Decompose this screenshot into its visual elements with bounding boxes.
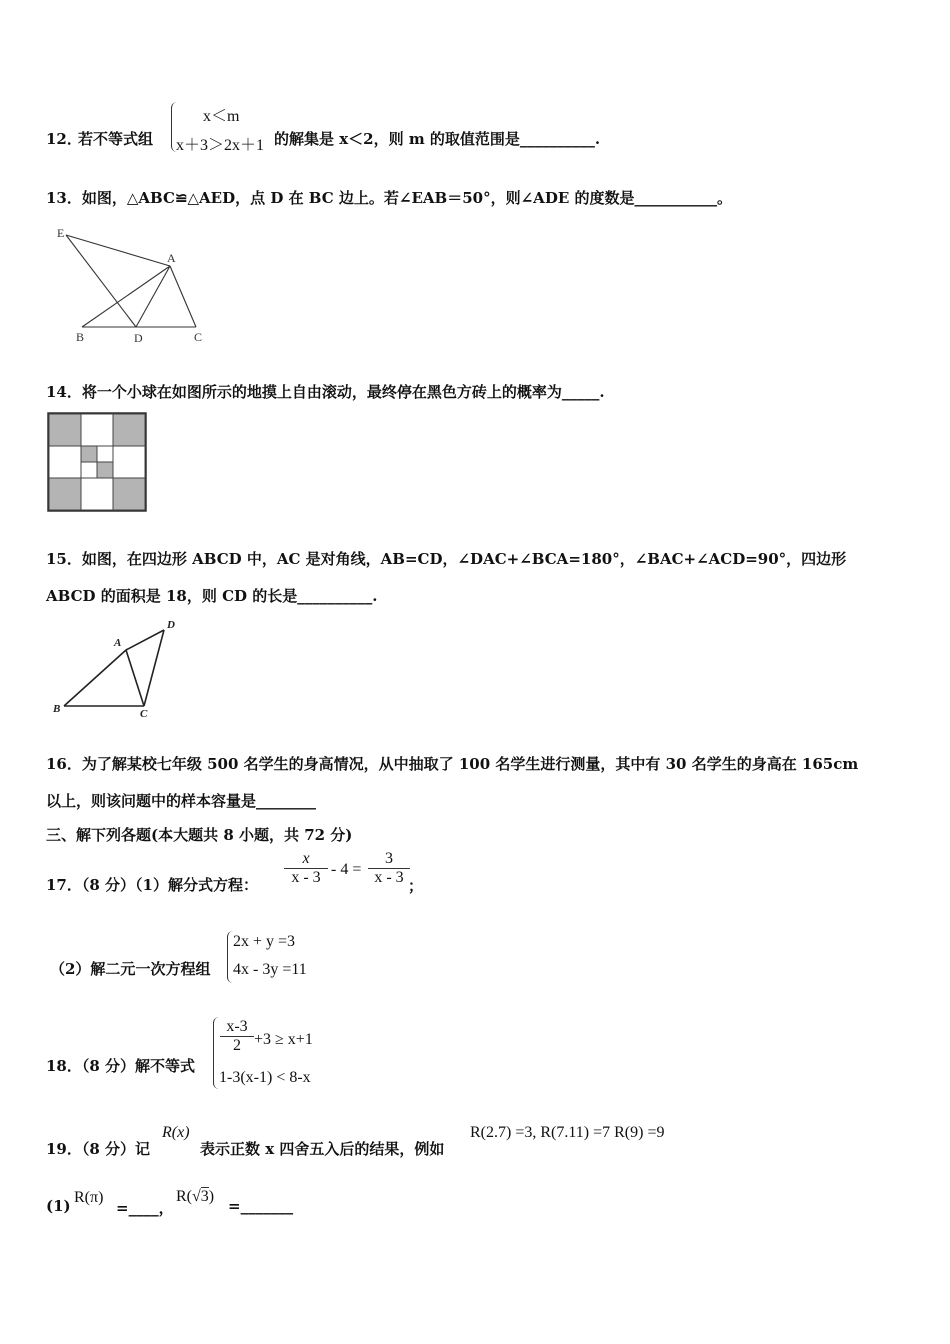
q12-label-post: 的解集是 x＜2，则 m 的取值范围是__________. [274, 130, 601, 148]
q17-part1-end: ； [408, 877, 424, 895]
sqrt-icon: √ [192, 1188, 201, 1205]
q14-light-tile [81, 478, 113, 510]
q14-tile-figure [47, 412, 147, 512]
q14-dark-tile [81, 446, 97, 462]
q15-line1: 15．如图，在四边形 ABCD 中，AC 是对角线，AB=CD，∠DAC+∠BCA=180°，∠BAC+∠ACD=90°，四边形 [46, 550, 847, 568]
q15-label-d: D [167, 619, 175, 631]
q15-label-c: C [140, 708, 148, 720]
q15-quadrilateral-figure [50, 616, 190, 721]
q12-answer-blank[interactable]: __________ [519, 130, 595, 148]
q13-label-b: B [76, 330, 85, 344]
q14-dark-tile [49, 478, 81, 510]
q13-label-e: E [57, 226, 65, 240]
q12-system-line1: x＜m [203, 108, 240, 125]
q14-light-tile [81, 414, 113, 446]
q15-segment-ad [126, 630, 164, 650]
q14-dark-tile [113, 414, 145, 446]
q15-segment-ac [126, 650, 144, 706]
q12-number: 12． [46, 130, 82, 148]
q14-dark-tile [97, 462, 113, 478]
q14-light-tile [49, 446, 81, 478]
q17-equation-middle: - 4 = [331, 861, 362, 878]
q19-label-mid: 表示正数 x 四舍五入后的结果，例如 [200, 1140, 445, 1158]
q19-r-pi: R(π) [74, 1189, 104, 1206]
q17-part2-label: （2）解二元一次方程组 [50, 960, 211, 978]
q17-system-line2: 4x - 3y =11 [233, 961, 307, 978]
q18-line1-rest: +3 ≥ x+1 [254, 1031, 313, 1048]
q17-fraction-right: $\frac{3}{x - 3}$ [368, 850, 410, 887]
q18-line2: 1-3(x-1) < 8-x [219, 1069, 311, 1086]
q18-label: 18．（8 分）解不等式 [46, 1057, 196, 1075]
q12-label-pre: 若不等式组 [78, 130, 154, 148]
q17-system-line1: 2x + y =3 [233, 933, 296, 950]
q15-line2: ABCD 的面积是 18，则 CD 的长是__________. [46, 587, 378, 605]
q18-fraction: $\frac{x-3}{2}$ [220, 1018, 254, 1055]
q14-dark-tile [49, 414, 81, 446]
q14-light-tile [97, 446, 113, 462]
q19-example: R(2.7) =3, R(7.11) =7 R(9) =9 [470, 1124, 665, 1141]
q14-dark-tile [113, 478, 145, 510]
q12-system-line2: x＋3＞2x＋1 [176, 137, 265, 154]
q13-segment-ac [170, 266, 196, 327]
q19-sub1-label: (1) [46, 1197, 71, 1215]
q19-r-sqrt3: R(√3) [176, 1188, 215, 1205]
q15-answer-blank[interactable]: __________ [297, 587, 373, 605]
section-3-title: 三、解下列各题(本大题共 8 小题，共 72 分) [46, 826, 353, 844]
q19-answer-blank-2[interactable]: _______ [240, 1197, 294, 1215]
q14-light-tile [81, 462, 97, 478]
q15-segment-dc [144, 630, 164, 706]
q16-answer-blank[interactable]: ________ [256, 792, 317, 810]
q19-answer-2: =_______ [228, 1197, 294, 1215]
q13-segment-ab [82, 266, 170, 327]
q15-segment-ab [64, 650, 126, 706]
q16-line2: 以上，则该问题中的样本容量是________ [46, 792, 317, 810]
q13-segment-ad [136, 266, 170, 327]
q13-text: 13．如图，△ABC≌△AED，点 D 在 BC 边上。若∠EAB＝50°，则∠ADE 的度数是___________。 [46, 189, 732, 207]
q14-answer-blank[interactable]: _____ [561, 383, 600, 401]
q19-label-pre: 19．（8 分）记 [46, 1140, 151, 1158]
q13-label-d: D [134, 331, 143, 345]
q14-light-tile [113, 446, 145, 478]
q14-text: 14．将一个小球在如图所示的地摸上自由滚动，最终停在黑色方砖上的概率为_____. [46, 383, 605, 401]
q15-label-a: A [114, 637, 122, 649]
q13-label-c: C [194, 330, 203, 344]
q19-answer-1: =____， [116, 1199, 174, 1217]
q17-fraction-left: $\frac{x}{x - 3}$ [284, 850, 328, 887]
q13-segment-ea [66, 235, 170, 266]
q16-line1: 16．为了解某校七年级 500 名学生的身高情况，从中抽取了 100 名学生进行测量，其中有 30 名学生的身高在 165cm [46, 755, 859, 773]
q13-answer-blank[interactable]: ___________ [634, 189, 717, 207]
q15-label-b: B [53, 703, 61, 715]
q17-part1-label: 17．（8 分）（1）解分式方程： [46, 876, 258, 894]
q13-triangle-figure [50, 222, 220, 347]
q13-label-a: A [167, 251, 176, 265]
q19-rx: R(x) [162, 1124, 190, 1141]
q19-answer-blank-1[interactable]: ____ [128, 1199, 159, 1217]
